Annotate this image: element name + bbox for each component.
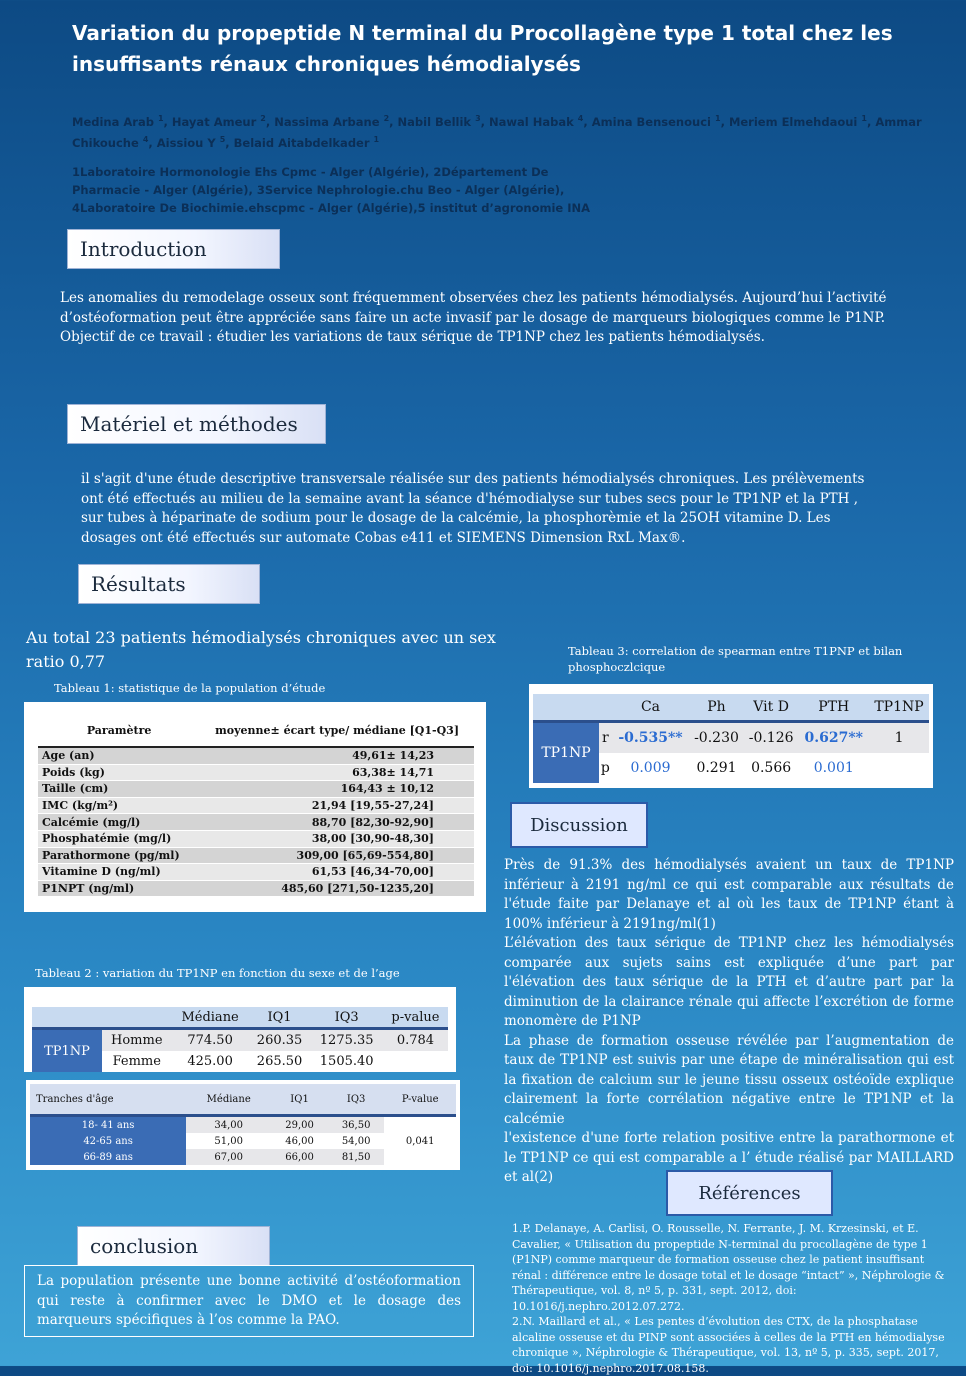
table-row — [533, 722, 929, 754]
parameter-cell: Phosphatémie (mg/l) — [38, 830, 200, 847]
table-cell: 29,00 — [271, 1116, 328, 1134]
table1-header: moyenne± écart type/ médiane [Q1-Q3] — [200, 714, 474, 747]
author-name: Hayat Ameur — [171, 114, 257, 129]
parameter-cell: Age (an) — [38, 747, 200, 764]
table2 — [24, 987, 456, 1072]
introduction-heading: Introduction — [67, 229, 280, 269]
parameter-cell: IMC (kg/m²) — [38, 797, 200, 814]
table-cell: p — [600, 760, 610, 776]
conclusion-text: La population présente une bonne activité d’ostéoformation qui reste à confirmer avec le DMO et le dosage des marqueurs spécifiques à l’os comme la PAO. — [37, 1273, 461, 1328]
table-cell: 42-65 ans — [30, 1133, 186, 1149]
parameter-cell: Poids (kg) — [38, 764, 200, 781]
table-cell: 0.627** — [798, 722, 869, 754]
table-row — [38, 880, 474, 897]
parameter-cell: Calcémie (mg/l) — [38, 814, 200, 831]
value-cell: 88,70 [82,30-92,90] — [200, 814, 474, 831]
table-row — [30, 1116, 456, 1134]
table-cell: 774.50 — [172, 1029, 249, 1052]
author-affiliation-number: 1 — [861, 114, 867, 123]
introduction-text: Les anomalies du remodelage osseux sont fréquemment observées chez les patients hémodialysés. Aujourd’hui l’activité d’ostéoformation peut être appréciée sans faire un acte invasif par le dosage de marqueurs biologiques comme le P1NP. Objectif de ce travail : étudier les variations de taux sérique de TP1NP chez les patients hémodialysés. — [60, 290, 887, 345]
author-affiliation-number: 1 — [157, 114, 164, 123]
table-cell: Femme — [112, 1054, 161, 1069]
table3-header: Vit D — [744, 694, 799, 722]
table1-caption: Tableau 1: statistique de la population d’étude — [54, 681, 326, 695]
table-cell: 34,00 — [186, 1116, 271, 1134]
conclusion-heading: conclusion — [77, 1226, 270, 1266]
table2b-header: IQ3 — [328, 1084, 385, 1116]
table2b-header: IQ1 — [271, 1084, 328, 1116]
table3 — [529, 684, 933, 788]
table2-header: IQ1 — [249, 1007, 311, 1029]
table1-header: Paramètre — [38, 714, 200, 747]
table2-header — [102, 1007, 172, 1029]
author-name: Meriem Elmehdaoui — [728, 114, 858, 129]
table-cell: 54,00 — [341, 1135, 371, 1147]
table-cell: 260.35 — [249, 1029, 311, 1052]
table-row — [38, 864, 474, 881]
table-cell: 67,00 — [186, 1149, 271, 1165]
table-cell: 66-89 ans — [30, 1149, 186, 1165]
value-cell: 49,61± 14,23 — [200, 747, 474, 764]
discussion-heading: Discussion — [510, 802, 648, 848]
table-cell: 0.566 — [751, 760, 792, 776]
table-cell: 0.784 — [383, 1029, 448, 1052]
author-affiliation-number: 5 — [219, 134, 226, 144]
table2b-header: P-value — [384, 1084, 456, 1116]
table-row — [38, 747, 474, 764]
references-heading: Références — [666, 1170, 833, 1216]
author-name: Belaid Aitabdelkader — [233, 135, 370, 150]
table-cell: Homme — [102, 1029, 172, 1052]
results-heading: Résultats — [78, 564, 260, 604]
author-name: Nassima Arbane — [274, 114, 380, 129]
value-cell: 63,38± 14,71 — [200, 764, 474, 781]
author-affiliation-number: 2 — [383, 114, 390, 123]
table-cell: -0.535** — [612, 722, 689, 754]
author-affiliation-number: 1 — [714, 114, 721, 123]
discussion-paragraph: L’élévation des taux sérique de TP1NP chez les hémodialysés comparée aux sujets sains est expliquée d’une part par l'élévation des taux sérique de la PTH et d’autre part par la diminution de la clairance rénale qui affecte l’excrétion de forme monomère de P1NP — [504, 935, 954, 1029]
table-cell: r — [599, 722, 612, 754]
table3-label: TP1NP — [533, 722, 599, 784]
table3-header — [599, 694, 612, 722]
table-cell: 0.291 — [696, 760, 737, 776]
table-row — [38, 781, 474, 798]
affiliation-line: 1Laboratoire Hormonologie Ehs Cpmc - Alger (Algérie), 2Département De — [72, 165, 549, 179]
table-cell — [869, 753, 929, 783]
table-row — [32, 1029, 448, 1052]
table2-header: IQ3 — [310, 1007, 382, 1029]
table2-header — [32, 1007, 102, 1029]
affiliation-line: Pharmacie - Alger (Algérie), 3Service Nephrologie.chu Beo - Alger (Algérie), — [72, 183, 565, 197]
table-cell: 1275.35 — [310, 1029, 382, 1052]
table2-label: TP1NP — [32, 1029, 102, 1073]
table3-header: Ca — [612, 694, 689, 722]
reference-item: 2.N. Maillard et al., « Les pentes d’évolution des CTX, de la phosphatase alcaline osseuse et du PINP sont associées à celles de la PTH en hémodialyse chronique », Néphrologie & Thérapeutique, vol. 13, nº 5, p. 335, sept. 2017, doi: 10.1016/j.nephro.2017.08.158. — [512, 1315, 945, 1375]
parameter-cell: P1NPT (ng/ml) — [38, 880, 200, 897]
poster-title: Variation du propeptide N terminal du Procollagène type 1 total chez les insuffisants rénaux chroniques hémodialysés — [72, 21, 893, 76]
table3-header: TP1NP — [869, 694, 929, 722]
author-name: Ammar Chikouche — [72, 114, 922, 150]
results-intro: Au total 23 patients hémodialysés chroniques avec un sex ratio 0,77 — [26, 628, 496, 671]
table-cell: 51,00 — [214, 1135, 244, 1147]
conclusion-box — [24, 1265, 474, 1337]
table2-header: Médiane — [172, 1007, 249, 1029]
table-cell: 425.00 — [187, 1054, 233, 1069]
discussion-text — [504, 856, 954, 1188]
table-row — [38, 847, 474, 864]
parameter-cell: Vitamine D (ng/ml) — [38, 864, 200, 881]
discussion-paragraph: La phase de formation osseuse révélée par l’augmentation de taux de TP1NP est suivis par une étape de minéralisation qui est la fixation de calcium sur le jeune tissu osseux ostéoïde explique clairement la forte corrélation négative entre le TP1NP et la calcémie — [504, 1032, 954, 1127]
table2b-header: Tranches d'âge — [30, 1084, 186, 1116]
table-cell: 0.009 — [630, 760, 671, 776]
table-row — [38, 764, 474, 781]
parameter-cell: Taille (cm) — [38, 781, 200, 798]
references-list — [512, 1221, 952, 1376]
table-row — [38, 830, 474, 847]
author-affiliation-number: 3 — [475, 114, 481, 123]
table-row — [38, 814, 474, 831]
table-cell: 0,041 — [405, 1135, 435, 1147]
table2-caption: Tableau 2 : variation du TP1NP en fonction du sexe et de l’age — [35, 966, 400, 980]
table2b-header: Médiane — [186, 1084, 271, 1116]
methods-text: il s'agit d'une étude descriptive transversale réalisée sur des patients hémodialysés chroniques. Les prélèvements ont été effectués au milieu de la semaine avant la séance d'hémodialyse sur tubes secs pour le TP1NP et la PTH , sur tubes à héparinate de sodium pour le dosage de la calcémie, la phosphorèmie et la 25OH vitamine D. Les dosages ont été effectués sur automate Cobas e411 et SIEMENS Dimension RxL Max®. — [81, 471, 865, 546]
table-cell: 46,00 — [285, 1135, 314, 1147]
author-name: Nabil Bellik — [397, 114, 472, 129]
table2-header: p-value — [383, 1007, 448, 1029]
table3-header: PTH — [798, 694, 869, 722]
table-cell: 36,50 — [328, 1116, 385, 1134]
value-cell: 21,94 [19,55-27,24] — [200, 797, 474, 814]
table-row — [38, 797, 474, 814]
table1 — [24, 702, 486, 912]
author-affiliation-number: 4 — [142, 134, 149, 144]
methods-heading: Matériel et méthodes — [67, 404, 326, 444]
author-name: Amina Bensenouci — [591, 114, 711, 129]
author-affiliation-number: 2 — [260, 114, 266, 123]
value-cell: 309,00 [65,69-554,80] — [200, 847, 474, 864]
table-cell: -0.126 — [744, 722, 799, 754]
table-cell — [383, 1051, 448, 1072]
discussion-paragraph: l'existence d'une forte relation positive entre la parathormone et le TP1NP ce qui est comparable a l’ étude réalisé par MAILLARD et al(2) — [504, 1130, 954, 1185]
affiliations — [72, 163, 592, 217]
table3-header: Ph — [689, 694, 744, 722]
value-cell: 38,00 [30,90-48,30] — [200, 830, 474, 847]
table2-age — [26, 1080, 460, 1170]
table-cell: 66,00 — [271, 1149, 328, 1165]
table3-header — [533, 694, 599, 722]
table-cell: 81,50 — [328, 1149, 385, 1165]
authors-list: Medina Arab $^1$, Hayat Ameur $^2$, Nassima Arbane $^2$, Nabil Bellik $^3$, Nawal Habak $^4$, Amina Bensenouci $^1$, Meriem Elmehdaoui $^1$, Ammar Chikouche $^4$, Aissiou Y $^5$, Belaid Aitabdelkader $^1$ — [72, 114, 922, 150]
author-affiliation-number: 4 — [577, 114, 584, 123]
table-cell: 1 — [869, 722, 929, 754]
value-cell: 61,53 [46,34-70,00] — [200, 864, 474, 881]
author-affiliation-number: 1 — [373, 134, 380, 144]
table-cell: 265.50 — [256, 1054, 303, 1069]
table-cell: 18- 41 ans — [30, 1116, 186, 1134]
author-name: Aissiou Y — [156, 135, 216, 150]
table-cell: 1505.40 — [319, 1054, 374, 1069]
parameter-cell: Parathormone (pg/ml) — [38, 847, 200, 864]
table3-caption: Tableau 3: correlation de spearman entre T1PNP et bilan phosphoczlcique — [568, 644, 903, 674]
author-name: Medina Arab — [72, 114, 154, 129]
reference-item: 1.P. Delanaye, A. Carlisi, O. Rousselle, N. Ferrante, J. M. Krzesinski, et E. Cavalier, « Utilisation du propeptide N-terminal du procollagène de type 1 (P1NP) comme marqueur de formation osseuse chez le patient insuffisant rénal : différence entre le dosage total et le dosage “intact” », Néphrologie & Thérapeutique, vol. 8, nº 5, p. 331, sept. 2012, doi: 10.1016/j.nephro.2012.07.272. — [512, 1222, 945, 1313]
table-cell: -0.230 — [689, 722, 744, 754]
affiliation-line: 4Laboratoire De Biochimie.ehscpmc - Alger (Algérie),5 institut d’agronomie INA — [72, 201, 591, 215]
author-name: Nawal Habak — [489, 114, 574, 129]
discussion-paragraph: Près de 91.3% des hémodialysés avaient un taux de TP1NP inférieur à 2191 ng/ml ce qui est comparable aux résultats de l'étude faite par Delanaye et al où les taux de TP1NP étant à 100% inférieur à 2191ng/ml(1) — [504, 857, 954, 932]
table-cell: 0.001 — [813, 760, 854, 776]
value-cell: 485,60 [271,50-1235,20] — [200, 880, 474, 897]
value-cell: 164,43 ± 10,12 — [200, 781, 474, 798]
